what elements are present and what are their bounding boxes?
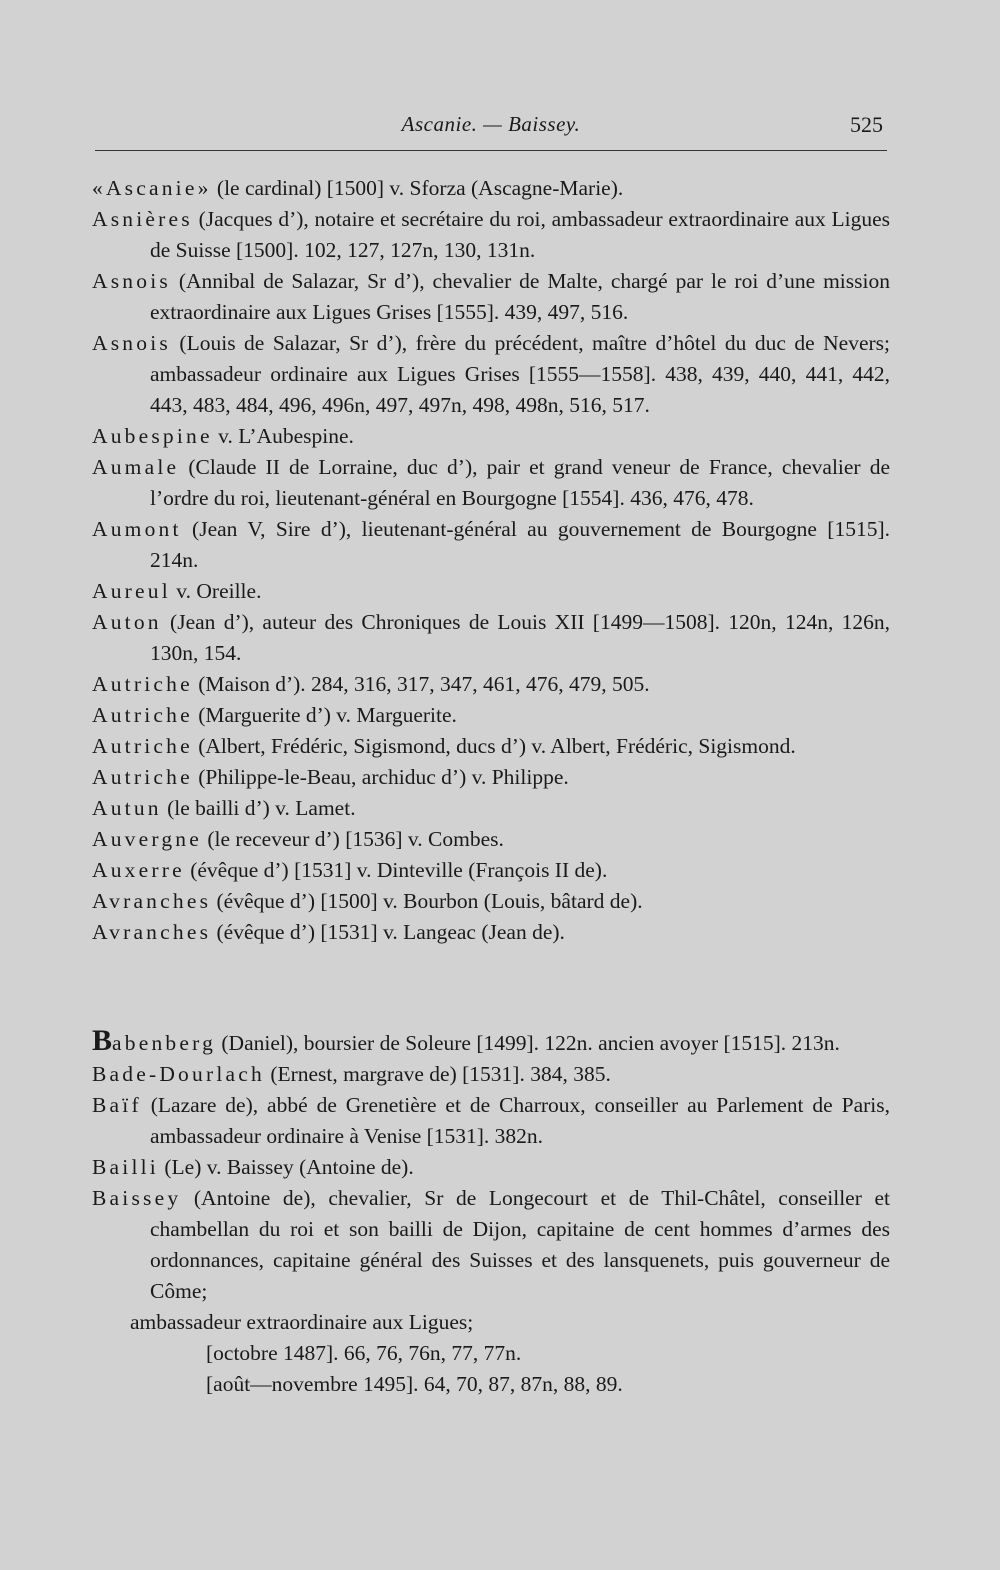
index-entry: Aumale (Claude II de Lorraine, duc d’), pair et grand veneur de France, chevalier de l’ordre du roi, lieutenant-général en Bourgogne [1554]. 436, 476, 478. xyxy=(92,455,890,510)
index-entry: Autriche (Marguerite d’) v. Marguerite. xyxy=(92,703,457,727)
index-entry: Aubespine v. L’Aubespine. xyxy=(92,424,354,448)
index-entry: Baïf (Lazare de), abbé de Grenetière et de Charroux, conseiller au Parlement de Paris, ambassadeur ordinaire à Venise [1531]. 382n. xyxy=(92,1093,890,1148)
index-entry: Baissey (Antoine de), chevalier, Sr de Longecourt et de Thil-Châtel, conseiller et chambellan du roi et son bailli de Dijon, capitaine de cent hommes d’armes des ordonnances, capitaine général des Suisses et des lansquenets, puis gouverneur de Côme; xyxy=(92,1186,890,1303)
index-entry: Auvergne (le receveur d’) [1536] v. Combes. xyxy=(92,827,504,851)
index-entry: Autriche (Philippe-le-Beau, archiduc d’) v. Philippe. xyxy=(92,765,569,789)
baissey-subentry: ambassadeur extraordinaire aux Ligues; xyxy=(130,1310,474,1334)
page-header xyxy=(95,112,887,146)
index-entry: Bailli (Le) v. Baissey (Antoine de). xyxy=(92,1155,414,1179)
baissey-subentry: [août—novembre 1495]. 64, 70, 87, 87n, 88, 89. xyxy=(206,1372,623,1396)
index-entry: Asnois (Louis de Salazar, Sr d’), frère du précédent, maître d’hôtel du duc de Nevers; ambassadeur ordinaire aux Ligues Grises [1555—1558]. 438, 439, 440, 441, 442, 443, 483, 484, 496, 496n, 497, 497n, 498, 498n, 516, 517. xyxy=(92,331,890,417)
index-entry: Avranches (évêque d’) [1500] v. Bourbon (Louis, bâtard de). xyxy=(92,889,643,913)
page-number: 525 xyxy=(850,112,883,137)
index-entry: «Ascanie» (le cardinal) [1500] v. Sforza (Ascagne-Marie). xyxy=(92,176,624,200)
index-entry: Asnières (Jacques d’), notaire et secrétaire du roi, ambassadeur extraordinaire aux Ligues de Suisse [1500]. 102, 127, 127n, 130, 131n. xyxy=(92,207,890,262)
baissey-subentry: [octobre 1487]. 66, 76, 76n, 77, 77n. xyxy=(206,1341,522,1365)
index-entry: Avranches (évêque d’) [1531] v. Langeac (Jean de). xyxy=(92,920,565,944)
section-a-entries xyxy=(92,173,890,948)
index-entry: Aureul v. Oreille. xyxy=(92,579,262,603)
index-entry: Aumont (Jean V, Sire d’), lieutenant-général au gouvernement de Bourgogne [1515]. 214n. xyxy=(92,517,890,572)
index-entry: Bade-Dourlach (Ernest, margrave de) [1531]. 384, 385. xyxy=(92,1062,611,1086)
header-rule xyxy=(95,150,887,151)
index-entry: Asnois (Annibal de Salazar, Sr d’), chevalier de Malte, chargé par le roi d’une mission extraordinaire aux Ligues Grises [1555]. 439, 497, 516. xyxy=(92,269,890,324)
running-title: Ascanie. — Baissey. xyxy=(401,112,581,136)
index-entry: Autriche (Maison d’). 284, 316, 317, 347, 461, 476, 479, 505. xyxy=(92,672,650,696)
index-entry: Autun (le bailli d’) v. Lamet. xyxy=(92,796,356,820)
section-initial: B xyxy=(92,1024,113,1057)
index-entry: Babenberg (Daniel), boursier de Soleure [1499]. 122n. ancien avoyer [1515]. 213n. xyxy=(92,1024,840,1057)
section-b-entries xyxy=(92,1025,890,1400)
index-entry: Auxerre (évêque d’) [1531] v. Dinteville (François II de). xyxy=(92,858,608,882)
index-entry: Autriche (Albert, Frédéric, Sigismond, ducs d’) v. Albert, Frédéric, Sigismond. xyxy=(92,734,796,758)
index-entry: Auton (Jean d’), auteur des Chroniques de Louis XII [1499—1508]. 120n, 124n, 126n, 130n, 154. xyxy=(92,610,890,665)
